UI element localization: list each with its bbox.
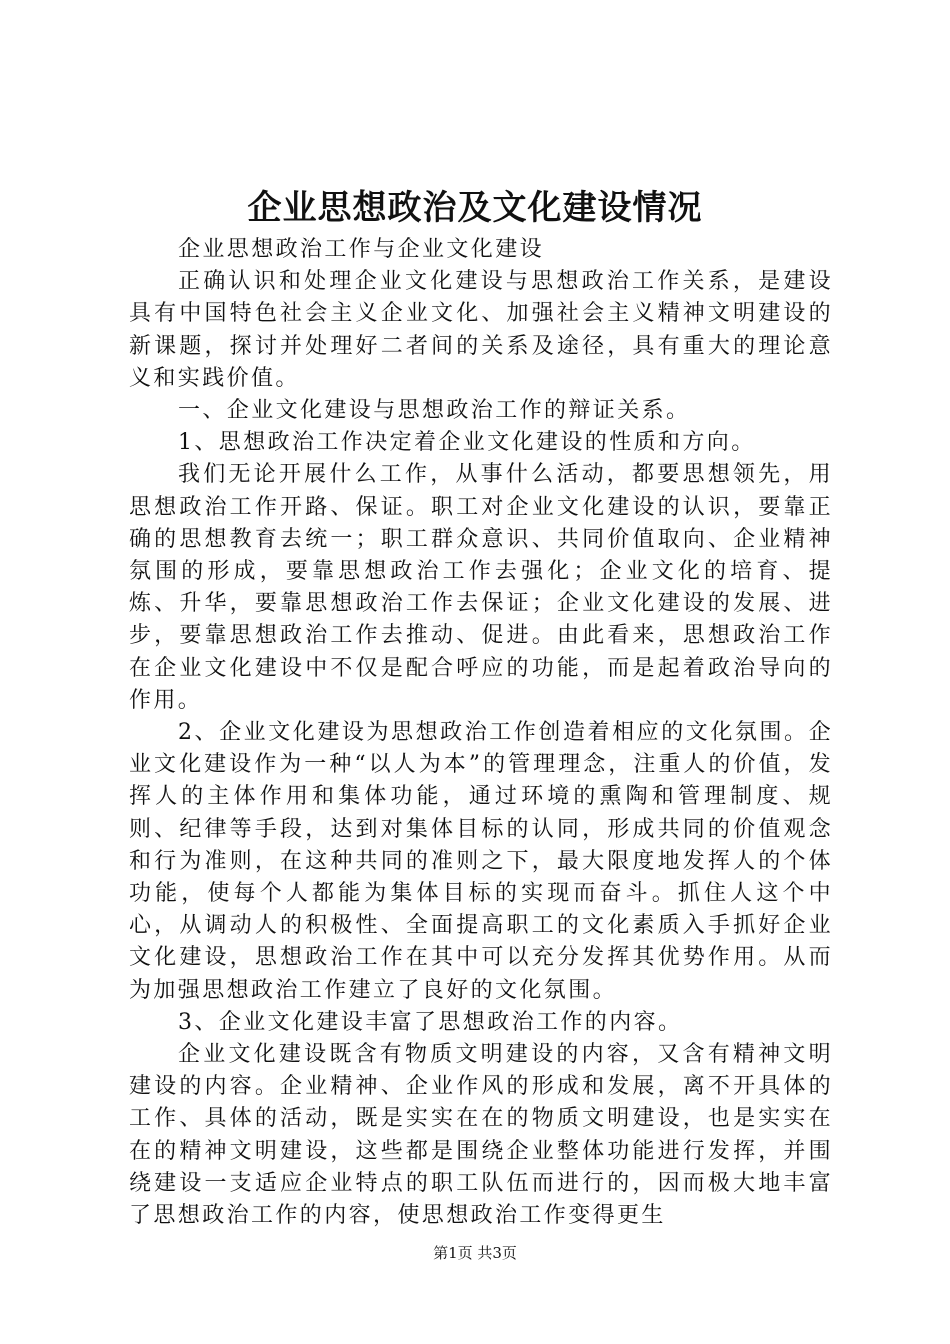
section-heading-1: 一、企业文化建设与思想政治工作的辩证关系。 xyxy=(178,398,691,424)
subsection-heading-1: 1、思想政治工作决定着企业文化建设的性质和方向。 xyxy=(178,430,756,456)
paragraph-subtitle: 企业思想政治工作与企业文化建设 xyxy=(178,237,545,262)
subsection-heading-3: 3、企业文化建设丰富了思想政治工作的内容。 xyxy=(178,1009,683,1035)
page-number-footer: 第1页 共3页 xyxy=(433,1244,517,1262)
paragraph-intro: 正确认识和处理企业文化建设与思想政治工作关系，是建设具有中国特色社会主义企业文化、加强社会主义精神文明建设的新课题，探讨并处理好二者间的关系及途径，具有重大的理论意义和实践价值。 xyxy=(129,269,833,391)
paragraph-body-1: 我们无论开展什么工作，从事什么活动，都要思想领先，用思想政治工作开路、保证。职工对企业文化建设的认识，要靠正确的思想教育去统一；职工群众意识、共同价值取向、企业精神氛围的形成，要靠思想政治工作去强化；企业文化的培育、提炼、升华，要靠思想政治工作去保证；企业文化建设的发展、进步，要靠思想政治工作去推动、促进。由此看来，思想政治工作在企业文化建设中不仅是配合呼应的功能，而是起着政治导向的作用。 xyxy=(129,462,833,713)
document-body xyxy=(129,234,833,1232)
paragraph-body-2: 2、企业文化建设为思想政治工作创造着相应的文化氛围。企业文化建设作为一种“以人为本”的管理理念，注重人的价值，发挥人的主体作用和集体功能，通过环境的熏陶和管理制度、规则、纪律等手段，达到对集体目标的认同，形成共同的价值观念和行为准则，在这种共同的准则之下，最大限度地发挥人的个体功能，使每个人都能为集体目标的实现而奋斗。抓住人这个中心，从调动人的积极性、全面提高职工的文化素质入手抓好企业文化建设，思想政治工作在其中可以充分发挥其优势作用。从而为加强思想政治工作建立了良好的文化氛围。 xyxy=(129,720,833,1003)
document-title: 企业思想政治及文化建设情况 xyxy=(247,188,703,228)
paragraph-body-3: 企业文化建设既含有物质文明建设的内容，又含有精神文明建设的内容。企业精神、企业作风的形成和发展，离不开具体的工作、具体的活动，既是实实在在的物质文明建设，也是实实在在的精神文明建设，这些都是围绕企业整体功能进行发挥，并围绕建设一支适应企业特点的职工队伍而进行的，因而极大地丰富了思想政治工作的内容，使思想政治工作变得更生 xyxy=(129,1042,833,1229)
